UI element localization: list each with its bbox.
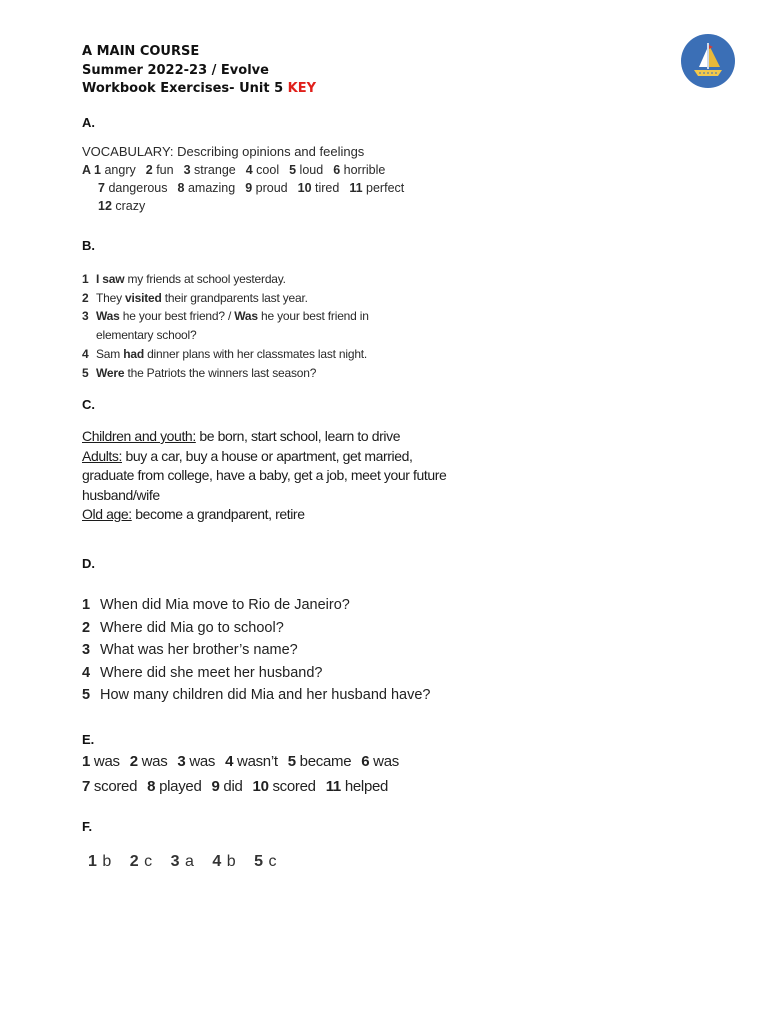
item-number: 4 bbox=[225, 753, 238, 770]
section-d-label: D. bbox=[82, 556, 95, 571]
children-text: be born, start school, learn to drive bbox=[195, 428, 401, 444]
question-item bbox=[82, 617, 430, 640]
answer-item bbox=[288, 753, 352, 770]
answer-word: became bbox=[299, 753, 352, 770]
item-answer: Was bbox=[96, 309, 120, 324]
answer-letter: c bbox=[144, 853, 153, 870]
answer-word: did bbox=[223, 778, 243, 795]
key-label: KEY bbox=[287, 81, 317, 96]
vocab-number: 8 bbox=[177, 181, 188, 195]
vocab-number: 3 bbox=[183, 163, 195, 177]
vocab-row-3 bbox=[82, 197, 414, 215]
vocab-word: proud bbox=[255, 181, 288, 195]
item-answer: visited bbox=[125, 290, 162, 305]
question-text: Where did Mia go to school? bbox=[100, 619, 284, 636]
item-answer: Were bbox=[96, 365, 125, 380]
answer-item bbox=[361, 753, 399, 770]
old-age-text: become a grandparent, retire bbox=[131, 506, 305, 522]
item-text: he your best friend in bbox=[257, 309, 369, 324]
answer-item bbox=[82, 307, 369, 326]
answer-item bbox=[82, 753, 120, 770]
item-number: 9 bbox=[211, 778, 224, 795]
children-line bbox=[82, 427, 446, 447]
answer-letter: b bbox=[102, 853, 112, 870]
item-number: 7 bbox=[82, 778, 94, 795]
vocab-word: amazing bbox=[187, 181, 236, 195]
item-text: dinner plans with her classmates last night. bbox=[143, 346, 368, 361]
workbook-title: Workbook Exercises- Unit 5 bbox=[82, 81, 284, 96]
answer-item bbox=[177, 753, 215, 770]
section-b-list bbox=[82, 270, 369, 382]
question-text: When did Mia move to Rio de Janeiro? bbox=[100, 597, 350, 613]
answer-word: was bbox=[93, 753, 120, 770]
vocab-word: perfect bbox=[366, 181, 405, 195]
item-number: 2 bbox=[129, 753, 142, 770]
term-line: Summer 2022-23 / Evolve bbox=[82, 62, 269, 78]
answer-word: was bbox=[189, 753, 216, 770]
question-item bbox=[82, 662, 430, 685]
question-text: Where did she meet her husband? bbox=[100, 664, 323, 681]
item-number: 1 bbox=[82, 272, 89, 286]
vocab-number: 9 bbox=[245, 181, 256, 195]
item-number: 5 bbox=[82, 365, 89, 380]
vocab-title: VOCABULARY: Describing opinions and feelings bbox=[82, 144, 365, 159]
vocab-prefix: A bbox=[82, 163, 95, 177]
answer-item bbox=[130, 753, 168, 770]
section-e-label: E. bbox=[82, 732, 95, 747]
item-number: 5 bbox=[254, 853, 269, 870]
vocab-item bbox=[146, 163, 174, 177]
item-number: 10 bbox=[252, 778, 273, 795]
sailboat-logo-icon bbox=[680, 33, 736, 89]
section-a-vocabulary bbox=[82, 143, 414, 215]
answer-row bbox=[82, 774, 409, 799]
item-number: 1 bbox=[88, 853, 103, 870]
item-number: 3 bbox=[177, 753, 190, 770]
vocab-number: 1 bbox=[94, 163, 105, 177]
item-continuation: elementary school? bbox=[96, 328, 197, 343]
answer-item bbox=[130, 853, 153, 870]
item-number: 11 bbox=[325, 778, 345, 795]
answer-item bbox=[225, 753, 278, 770]
section-f-label: F. bbox=[82, 819, 93, 834]
vocab-item bbox=[246, 163, 279, 177]
vocab-number: 4 bbox=[245, 163, 257, 177]
vocab-item bbox=[333, 163, 385, 177]
answer-word: wasn’t bbox=[237, 753, 278, 770]
item-number: 3 bbox=[82, 642, 91, 658]
question-text: How many children did Mia and her husband have? bbox=[100, 687, 431, 703]
answer-letter: a bbox=[184, 853, 195, 870]
vocab-item bbox=[349, 181, 404, 195]
question-item bbox=[82, 639, 430, 662]
vocab-number: 10 bbox=[297, 181, 316, 195]
item-number: 5 bbox=[287, 753, 300, 770]
vocab-item bbox=[298, 181, 340, 195]
vocab-number: 7 bbox=[98, 181, 109, 195]
workbook-line bbox=[82, 80, 316, 99]
vocab-item bbox=[178, 181, 236, 195]
section-c-label: C. bbox=[82, 397, 95, 412]
section-b-label: B. bbox=[82, 238, 95, 253]
vocab-item bbox=[184, 163, 236, 177]
adults-line bbox=[82, 447, 446, 467]
answer-item bbox=[326, 778, 388, 795]
section-d-list bbox=[82, 594, 430, 707]
item-number: 1 bbox=[82, 753, 94, 770]
item-text: the Patriots the winners last season? bbox=[124, 365, 317, 380]
section-a-label: A. bbox=[82, 115, 95, 130]
answer-word: was bbox=[373, 753, 399, 770]
vocab-item bbox=[94, 163, 136, 177]
vocab-item bbox=[245, 181, 287, 195]
item-number: 3 bbox=[170, 853, 185, 870]
answer-item bbox=[211, 778, 242, 795]
question-text: What was her brother’s name? bbox=[100, 642, 298, 658]
answer-item bbox=[82, 778, 137, 795]
answer-item bbox=[171, 853, 195, 870]
question-item bbox=[82, 684, 430, 707]
answer-item bbox=[82, 345, 369, 364]
vocab-word: tired bbox=[315, 181, 340, 195]
adults-line-3: husband/wife bbox=[82, 486, 160, 503]
item-text: Sam bbox=[96, 346, 124, 361]
old-age-heading: Old age: bbox=[82, 506, 132, 522]
vocab-row-1 bbox=[82, 161, 414, 179]
vocab-word: strange bbox=[194, 163, 236, 177]
item-number: 4 bbox=[82, 664, 91, 681]
item-number: 3 bbox=[82, 309, 89, 324]
answer-item bbox=[88, 853, 112, 870]
vocab-word: fun bbox=[156, 163, 174, 177]
vocab-item bbox=[289, 163, 323, 177]
item-answer: had bbox=[123, 346, 144, 361]
answer-item bbox=[82, 364, 369, 383]
course-title: A MAIN COURSE bbox=[82, 44, 200, 59]
item-number: 1 bbox=[82, 597, 91, 613]
item-number: 4 bbox=[212, 853, 227, 870]
vocab-word: loud bbox=[299, 163, 324, 177]
item-text: They bbox=[96, 290, 126, 305]
answer-item bbox=[253, 778, 316, 795]
answer-word: scored bbox=[272, 778, 316, 795]
answer-letter: b bbox=[226, 853, 237, 870]
children-heading: Children and youth: bbox=[82, 428, 196, 444]
answer-item bbox=[82, 270, 369, 289]
item-number: 6 bbox=[361, 753, 374, 770]
item-number: 2 bbox=[82, 290, 89, 305]
item-text: my friends at school yesterday. bbox=[124, 272, 286, 286]
vocab-number: 2 bbox=[145, 163, 157, 177]
vocab-number: 5 bbox=[289, 163, 300, 177]
section-c-text bbox=[82, 427, 446, 525]
item-answer: I saw bbox=[96, 272, 125, 286]
vocab-number: 6 bbox=[333, 163, 344, 177]
adults-heading: Adults: bbox=[82, 447, 122, 464]
vocab-word: horrible bbox=[343, 163, 386, 177]
question-item bbox=[82, 594, 430, 617]
vocab-word: dangerous bbox=[108, 181, 168, 195]
answer-letter: c bbox=[268, 853, 277, 870]
item-number: 2 bbox=[82, 619, 91, 636]
answer-item bbox=[212, 853, 236, 870]
item-text: their grandparents last year. bbox=[161, 290, 308, 305]
vocab-number: 12 bbox=[98, 199, 116, 213]
vocab-word: cool bbox=[256, 163, 280, 177]
vocab-item bbox=[98, 181, 168, 195]
item-number: 8 bbox=[147, 778, 160, 795]
item-number: 5 bbox=[82, 687, 91, 703]
answer-word: played bbox=[159, 778, 202, 795]
vocab-item bbox=[98, 199, 145, 213]
vocab-word: angry bbox=[104, 163, 136, 177]
vocab-number: 11 bbox=[349, 181, 367, 195]
item-number: 2 bbox=[129, 853, 145, 870]
section-f-list bbox=[88, 853, 295, 871]
section-e-list bbox=[82, 749, 409, 799]
answer-item bbox=[147, 778, 201, 795]
item-answer: Was bbox=[234, 309, 258, 324]
document-header bbox=[82, 43, 316, 99]
answer-item bbox=[82, 289, 369, 308]
old-age-line bbox=[82, 505, 446, 525]
answer-word: was bbox=[141, 753, 168, 770]
item-text: he your best friend? / bbox=[119, 309, 235, 324]
answer-item bbox=[254, 853, 277, 870]
adults-text: buy a car, buy a house or apartment, get married, bbox=[122, 447, 413, 464]
answer-row bbox=[82, 749, 409, 774]
vocab-row-2 bbox=[82, 179, 414, 197]
vocab-word: crazy bbox=[115, 199, 146, 213]
item-number: 4 bbox=[82, 346, 89, 361]
answer-word: scored bbox=[93, 778, 138, 795]
adults-line-2: graduate from college, have a baby, get a job, meet your future bbox=[82, 467, 447, 483]
answer-word: helped bbox=[344, 778, 389, 795]
